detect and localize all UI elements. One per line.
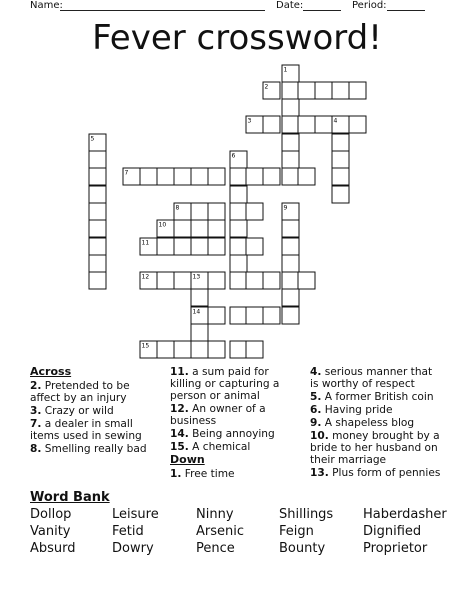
clue-item — [170, 366, 302, 402]
clue-number: 12. — [170, 403, 189, 415]
name-label: Name: — [30, 0, 63, 11]
clue-text: money brought by a bride to her husband on their marriage — [310, 430, 440, 466]
word-bank-item: Ninny — [196, 507, 234, 522]
grid-cell[interactable] — [230, 168, 247, 185]
page-title: Fever crossword! — [92, 18, 382, 58]
word-bank-item: Proprietor — [363, 541, 428, 556]
clue-text: A chemical — [188, 441, 251, 453]
grid-cell[interactable] — [174, 238, 191, 255]
cell-number: 6 — [231, 152, 236, 160]
grid-cell[interactable] — [191, 203, 208, 220]
clue-number: 10. — [310, 430, 329, 442]
grid-cell[interactable] — [332, 134, 349, 151]
grid-cell[interactable] — [157, 341, 174, 358]
cell-number: 14 — [192, 308, 201, 316]
clue-item — [30, 418, 162, 442]
word-bank-item: Shillings — [279, 507, 334, 522]
grid-cell[interactable] — [282, 99, 299, 116]
grid-cell[interactable] — [282, 272, 299, 289]
word-bank-item: Feign — [279, 524, 314, 539]
cell-number: 1 — [283, 66, 288, 74]
grid-cell[interactable] — [298, 272, 315, 289]
word-bank-item: Dollop — [30, 507, 72, 522]
cell-number: 15 — [141, 342, 150, 350]
clue-text: Having pride — [321, 404, 393, 416]
grid-cell[interactable] — [191, 289, 208, 306]
clue-item — [170, 468, 302, 480]
word-bank-item: Bounty — [279, 541, 326, 556]
clue-number: 15. — [170, 441, 189, 453]
clue-number: 11. — [170, 366, 189, 378]
grid-cell[interactable] — [246, 307, 263, 324]
down-heading: Down — [170, 453, 205, 466]
grid-cell[interactable] — [174, 168, 191, 185]
grid-cell[interactable] — [230, 186, 247, 203]
grid-cell[interactable] — [230, 203, 247, 220]
grid-cell[interactable] — [208, 341, 225, 358]
clue-number: 6. — [310, 404, 322, 416]
grid-cell[interactable] — [282, 168, 299, 185]
word-bank-item: Absurd — [30, 541, 76, 556]
grid-cell[interactable] — [230, 220, 247, 237]
grid-cell[interactable] — [208, 307, 225, 324]
cell-number: 12 — [141, 273, 150, 281]
grid-cell[interactable] — [89, 168, 106, 185]
word-bank-item: Dignified — [363, 524, 422, 539]
grid-cell[interactable] — [282, 307, 299, 324]
grid-cell[interactable] — [282, 238, 299, 255]
clue-text: Pretended to be affect by an injury — [30, 380, 130, 404]
clue-number: 4. — [310, 366, 322, 378]
word-bank-item: Arsenic — [196, 524, 245, 539]
grid-cell[interactable] — [349, 116, 366, 133]
grid-cell[interactable] — [89, 203, 106, 220]
grid-cell[interactable] — [230, 307, 247, 324]
grid-cell[interactable] — [157, 272, 174, 289]
clue-item — [30, 405, 162, 417]
grid-cell[interactable] — [282, 134, 299, 151]
grid-cell[interactable] — [230, 255, 247, 272]
grid-cell[interactable] — [174, 220, 191, 237]
grid-cell[interactable] — [332, 168, 349, 185]
grid-cell[interactable] — [298, 116, 315, 133]
grid-cell[interactable] — [246, 341, 263, 358]
clue-item — [310, 467, 442, 479]
grid-cell[interactable] — [89, 220, 106, 237]
grid-cell[interactable] — [282, 116, 299, 133]
grid-cell[interactable] — [230, 238, 247, 255]
grid-cell[interactable] — [174, 341, 191, 358]
clue-number: 13. — [310, 467, 329, 479]
grid-cell[interactable] — [191, 168, 208, 185]
clue-number: 14. — [170, 428, 189, 440]
clue-number: 8. — [30, 443, 42, 455]
grid-cell[interactable] — [208, 168, 225, 185]
clue-text: An owner of a business — [170, 403, 266, 427]
grid-cell[interactable] — [263, 307, 280, 324]
grid-cell[interactable] — [263, 272, 280, 289]
cell-number: 2 — [264, 83, 269, 91]
grid-cell[interactable] — [246, 203, 263, 220]
clue-number: 5. — [310, 391, 322, 403]
grid-cell[interactable] — [263, 168, 280, 185]
cell-number: 5 — [90, 135, 95, 143]
clue-item — [310, 366, 442, 390]
grid-cell[interactable] — [140, 168, 157, 185]
cell-number: 7 — [124, 169, 129, 177]
period-label: Period: — [352, 0, 387, 11]
clue-item — [310, 417, 442, 429]
cell-number: 3 — [247, 117, 252, 125]
cell-number: 4 — [333, 117, 338, 125]
clue-item — [170, 403, 302, 427]
word-bank-item: Haberdasher — [363, 507, 447, 522]
grid-cell[interactable] — [208, 220, 225, 237]
clue-text: serious manner that is worthy of respect — [310, 366, 433, 390]
grid-cell[interactable] — [282, 289, 299, 306]
grid-cell[interactable] — [191, 324, 208, 341]
clue-text: Being annoying — [188, 428, 275, 440]
cell-number: 11 — [141, 239, 150, 247]
word-bank-item: Pence — [196, 541, 235, 556]
grid-cell[interactable] — [191, 341, 208, 358]
grid-cell[interactable] — [246, 168, 263, 185]
grid-cell[interactable] — [89, 151, 106, 168]
word-bank-item: Vanity — [30, 524, 71, 539]
grid-cell[interactable] — [89, 272, 106, 289]
clue-item — [310, 391, 442, 403]
clue-text: Smelling really bad — [41, 443, 147, 455]
clue-item — [30, 443, 162, 455]
word-bank-item: Fetid — [112, 524, 144, 539]
clue-number: 2. — [30, 380, 42, 392]
clue-item — [30, 380, 162, 404]
clue-text: Plus form of pennies — [328, 467, 441, 479]
grid-cell[interactable] — [332, 151, 349, 168]
clue-item — [310, 430, 442, 466]
clues-column-2 — [170, 366, 302, 481]
clue-text: a sum paid for killing or capturing a person or animal — [170, 366, 280, 402]
grid-cell[interactable] — [208, 203, 225, 220]
grid-cell[interactable] — [298, 168, 315, 185]
cell-number: 13 — [192, 273, 201, 281]
grid-cell[interactable] — [157, 238, 174, 255]
cell-number: 8 — [175, 204, 180, 212]
clue-text: a dealer in small items used in sewing — [30, 418, 142, 442]
grid-cell[interactable] — [349, 82, 366, 99]
clue-number: 9. — [310, 417, 322, 429]
date-label: Date: — [276, 0, 304, 11]
word-bank-item: Leisure — [112, 507, 159, 522]
grid-cell[interactable] — [298, 82, 315, 99]
clues-column-1 — [30, 366, 162, 456]
word-bank-item: Dowry — [112, 541, 154, 556]
grid-cell[interactable] — [230, 272, 247, 289]
clue-item — [170, 428, 302, 440]
grid-cell[interactable] — [246, 238, 263, 255]
clue-text: Free time — [181, 468, 235, 480]
grid-cell[interactable] — [282, 220, 299, 237]
grid-cell[interactable] — [315, 116, 332, 133]
grid-cell[interactable] — [89, 186, 106, 203]
grid-cell[interactable] — [208, 238, 225, 255]
grid-cell[interactable] — [263, 116, 280, 133]
clues-column-3 — [310, 366, 442, 480]
grid-cell[interactable] — [191, 238, 208, 255]
clue-item — [170, 441, 302, 453]
word-bank-title: Word Bank — [30, 490, 110, 505]
grid-cell[interactable] — [282, 82, 299, 99]
across-heading: Across — [30, 365, 72, 378]
grid-cell[interactable] — [332, 186, 349, 203]
grid-cell[interactable] — [191, 220, 208, 237]
grid-cell[interactable] — [208, 272, 225, 289]
cell-number: 9 — [283, 204, 288, 212]
clue-item — [310, 404, 442, 416]
clue-number: 7. — [30, 418, 42, 430]
grid-cell[interactable] — [282, 255, 299, 272]
grid-cell[interactable] — [230, 341, 247, 358]
cell-number: 10 — [158, 221, 167, 229]
clue-number: 3. — [30, 405, 42, 417]
grid-cell[interactable] — [246, 272, 263, 289]
grid-cell[interactable] — [89, 238, 106, 255]
grid-cell[interactable] — [89, 255, 106, 272]
clue-text: A former British coin — [321, 391, 434, 403]
grid-cell[interactable] — [332, 82, 349, 99]
grid-cell[interactable] — [282, 151, 299, 168]
grid-cell[interactable] — [157, 168, 174, 185]
grid-cell[interactable] — [315, 82, 332, 99]
grid-cell[interactable] — [174, 272, 191, 289]
clue-number: 1. — [170, 468, 182, 480]
clue-text: Crazy or wild — [41, 405, 114, 417]
clue-text: A shapeless blog — [321, 417, 415, 429]
